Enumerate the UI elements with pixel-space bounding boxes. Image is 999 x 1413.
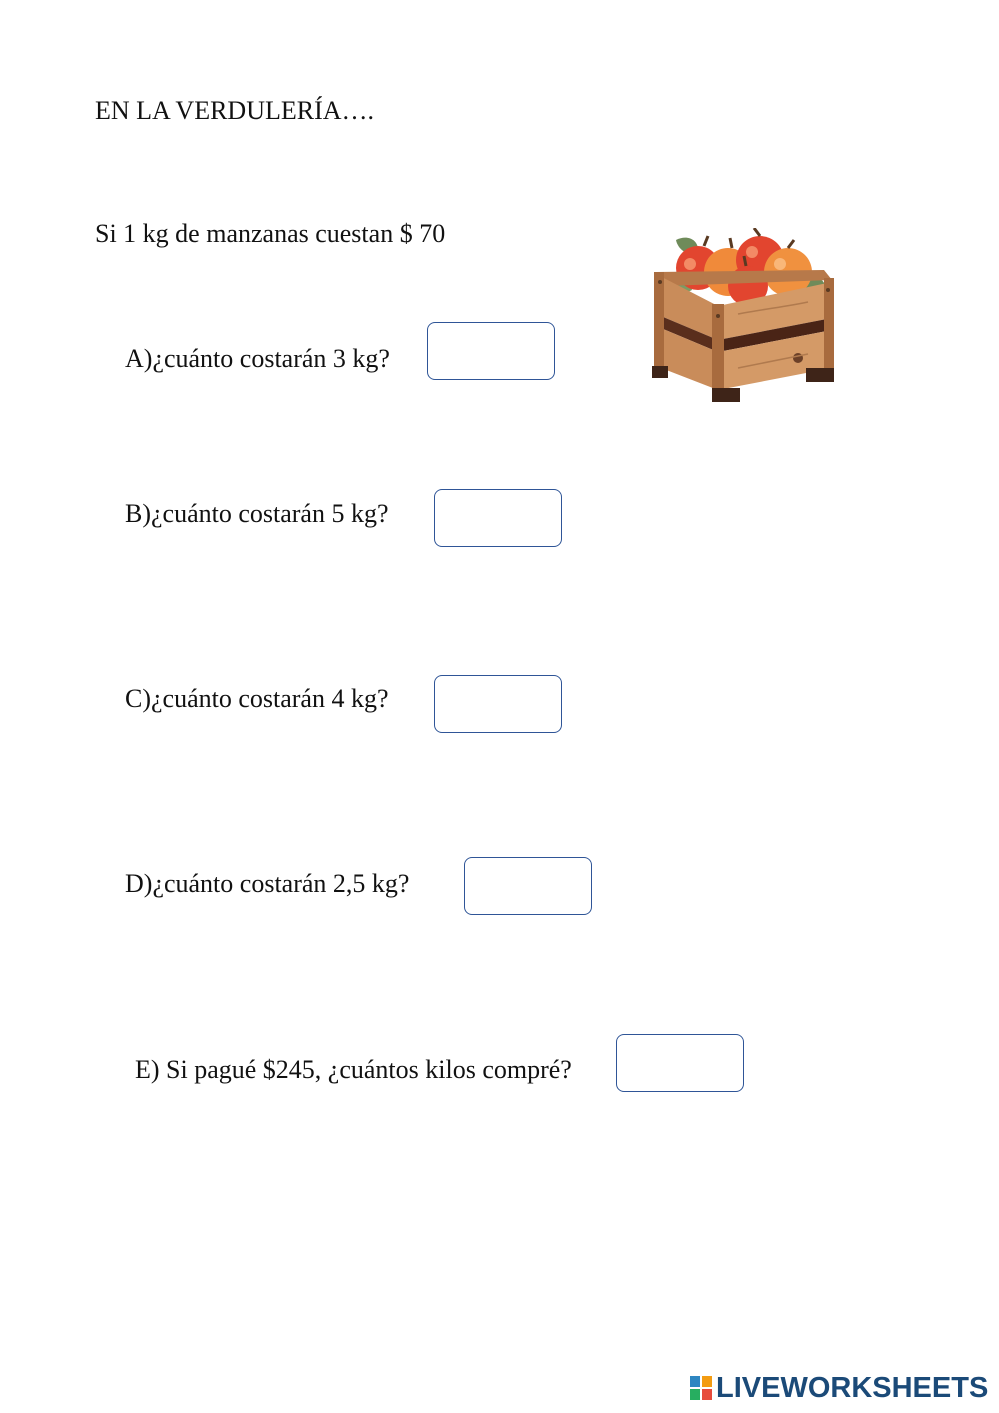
question-text: ¿cuánto costarán 5 kg? — [151, 499, 389, 528]
worksheet-title: EN LA VERDULERÍA…. — [95, 96, 375, 125]
question-text: ¿cuánto costarán 3 kg? — [152, 344, 390, 373]
liveworksheets-logo-icon — [690, 1376, 712, 1400]
question-letter: A) — [125, 344, 153, 373]
question-text: Si pagué $245, ¿cuántos kilos compré? — [166, 1055, 572, 1084]
question-letter: C) — [125, 684, 151, 713]
question-letter: B) — [125, 499, 151, 528]
answer-input-c[interactable] — [434, 675, 562, 733]
question-letter: D) — [125, 869, 153, 898]
question-letter: E) — [135, 1055, 160, 1084]
liveworksheets-brand[interactable] — [690, 1372, 988, 1404]
question-a — [125, 344, 390, 374]
question-c — [125, 684, 389, 714]
answer-input-b[interactable] — [434, 489, 562, 547]
answer-input-d[interactable] — [464, 857, 592, 915]
question-text: ¿cuánto costarán 4 kg? — [151, 684, 389, 713]
apple-crate-illustration — [648, 228, 862, 424]
question-text: ¿cuánto costarán 2,5 kg? — [152, 869, 410, 898]
answer-input-a[interactable] — [427, 322, 555, 380]
question-b — [125, 499, 389, 529]
question-d — [125, 869, 409, 899]
question-e — [135, 1055, 572, 1085]
brand-name: LIVEWORKSHEETS — [716, 1371, 989, 1404]
problem-statement: Si 1 kg de manzanas cuestan $ 70 — [95, 219, 446, 248]
answer-input-e[interactable] — [616, 1034, 744, 1092]
